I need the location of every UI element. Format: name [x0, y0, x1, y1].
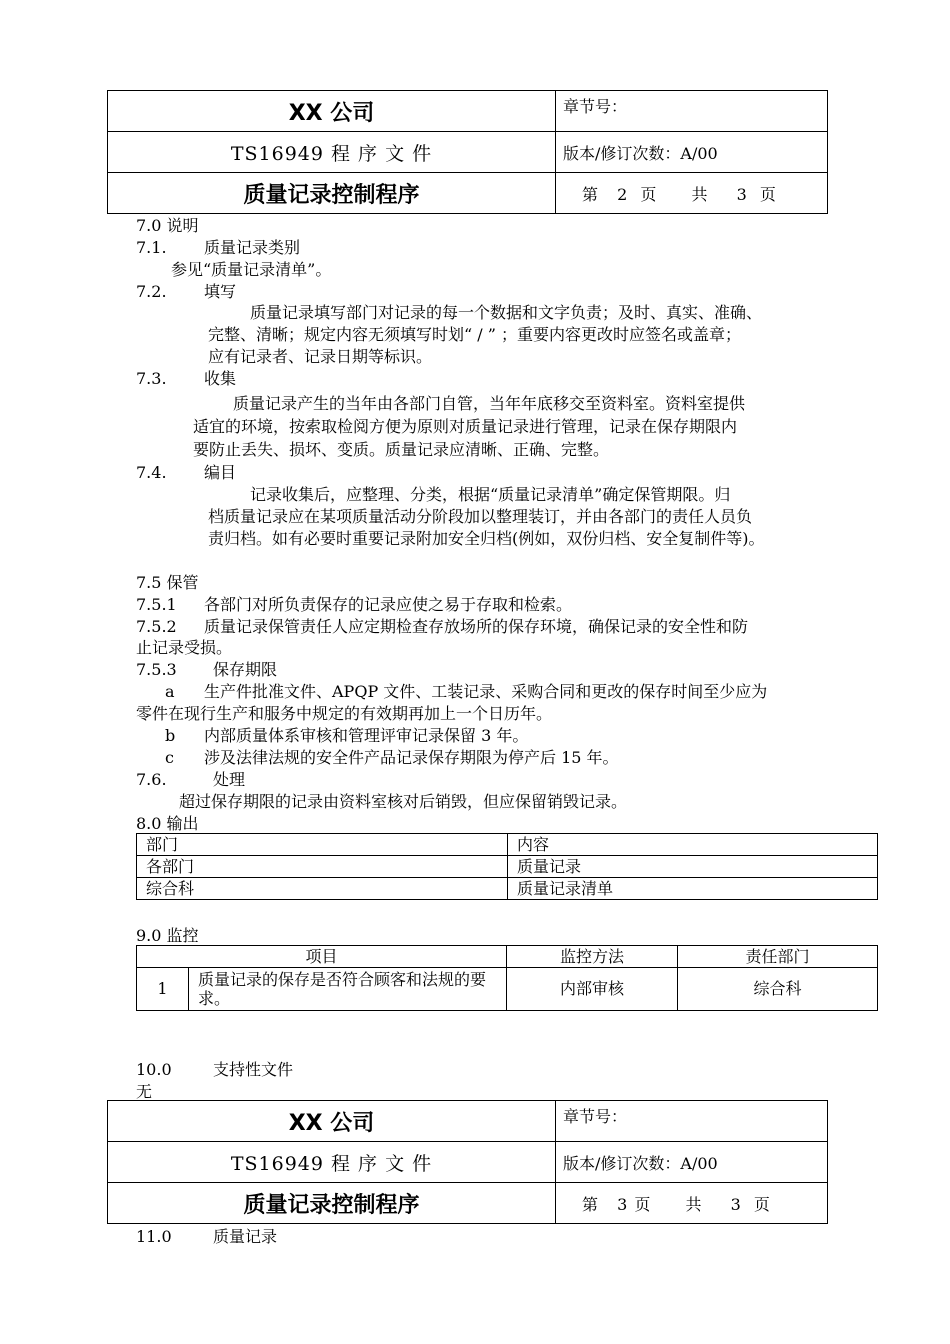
monitor-table — [136, 945, 878, 1011]
section-7-4-line1: 记录收集后，应整理、分类，根据“质量记录清单”确定保管期限。归 — [250, 485, 731, 504]
page-unit: 页 — [640, 184, 657, 204]
section-9-heading: 9.0 监控 — [136, 926, 199, 945]
table-cell: 质量记录的保存是否符合顾客和法规的要求。 — [189, 968, 507, 1011]
item-a-line1: 生产件批准文件、APQP 文件、工装记录、采购合同和更改的保存时间至少应为 — [204, 682, 768, 701]
section-11-number: 11.0 — [136, 1227, 172, 1246]
table-cell: 内部审核 — [507, 968, 678, 1011]
page-indicator — [556, 173, 828, 214]
section-7-2-title: 填写 — [204, 282, 237, 301]
section-8-heading: 8.0 输出 — [136, 814, 199, 833]
section-7-5-2-line2: 止记录受损。 — [136, 638, 233, 657]
section-11-title: 质量记录 — [213, 1227, 278, 1246]
page-prefix: 第 — [582, 1194, 599, 1214]
table-cell: 质量记录 — [508, 856, 878, 878]
section-7-heading: 7.0 说明 — [136, 216, 199, 235]
table-header-cell: 部门 — [137, 834, 508, 856]
section-7-6-number: 7.6. — [136, 770, 167, 789]
table-header-cell: 项目 — [137, 946, 507, 968]
page-prefix: 第 — [582, 184, 599, 204]
table-cell: 质量记录清单 — [508, 878, 878, 900]
section-7-5-2-line1: 质量记录保管责任人应定期检查存放场所的保存环境，确保记录的安全性和防 — [204, 617, 749, 636]
table-header-cell: 内容 — [508, 834, 878, 856]
page-number: 3 — [617, 1194, 628, 1214]
section-7-4-line2: 档质量记录应在某项质量活动分阶段加以整理装订，并由各部门的责任人员负 — [208, 507, 753, 526]
item-a-line2: 零件在现行生产和服务中规定的有效期再加上一个日历年。 — [136, 704, 553, 723]
section-7-6-body: 超过保存期限的记录由资料室核对后销毁，但应保留销毁记录。 — [179, 792, 628, 811]
table-cell: 综合科 — [137, 878, 508, 900]
table-row — [137, 856, 878, 878]
doc-title: 质量记录控制程序 — [108, 173, 556, 214]
section-10-title: 支持性文件 — [213, 1060, 294, 1079]
section-10-number: 10.0 — [136, 1060, 172, 1079]
total-prefix: 共 — [685, 1194, 702, 1214]
section-7-5-3-number: 7.5.3 — [136, 660, 177, 679]
section-7-3-number: 7.3. — [136, 369, 167, 388]
section-7-5-1-number: 7.5.1 — [136, 595, 177, 614]
table-row — [137, 968, 878, 1011]
table-header-row — [137, 946, 878, 968]
section-7-5-2-number: 7.5.2 — [136, 617, 177, 636]
chapter-label: 章节号： — [556, 1101, 828, 1142]
item-b-text: 内部质量体系审核和管理评审记录保留 3 年。 — [204, 726, 529, 745]
document-header-page3 — [107, 1100, 828, 1224]
section-7-5-heading: 7.5 保管 — [136, 573, 199, 592]
company-name: XX 公司 — [108, 1101, 556, 1142]
section-7-3-line1: 质量记录产生的当年由各部门自管，当年年底移交至资料室。资料室提供 — [233, 394, 746, 413]
section-7-6-title: 处理 — [213, 770, 246, 789]
page-unit: 页 — [634, 1194, 651, 1214]
document-header-page2 — [107, 90, 828, 214]
version-label: 版本/修订次数：A/00 — [556, 1142, 828, 1183]
item-c-text: 涉及法律法规的安全件产品记录保存期限为停产后 15 年。 — [204, 748, 619, 767]
total-prefix: 共 — [691, 184, 708, 204]
chapter-label: 章节号： — [556, 91, 828, 132]
section-7-3-title: 收集 — [204, 369, 237, 388]
page-number: 2 — [617, 184, 628, 204]
table-cell: 各部门 — [137, 856, 508, 878]
item-a-label: a — [165, 682, 175, 701]
table-row — [137, 878, 878, 900]
item-b-label: b — [165, 726, 176, 745]
section-7-4-title: 编目 — [204, 463, 237, 482]
total-unit: 页 — [759, 184, 776, 204]
total-number: 3 — [736, 184, 747, 204]
section-7-2-line2: 完整、清晰；规定内容无须填写时划“ / ” ；重要内容更改时应签名或盖章； — [208, 325, 742, 344]
section-7-4-line3: 责归档。如有必要时重要记录附加安全归档(例如，双份归档、安全复制件等)。 — [208, 529, 765, 548]
total-number: 3 — [730, 1194, 741, 1214]
table-header-cell: 监控方法 — [507, 946, 678, 968]
table-cell: 综合科 — [678, 968, 878, 1011]
doc-title: 质量记录控制程序 — [108, 1183, 556, 1224]
section-7-4-number: 7.4. — [136, 463, 167, 482]
table-cell: 1 — [137, 968, 189, 1011]
section-10-body: 无 — [136, 1082, 153, 1101]
table-header-cell: 责任部门 — [678, 946, 878, 968]
doc-type: TS16949 程 序 文 件 — [108, 132, 556, 173]
version-label: 版本/修订次数：A/00 — [556, 132, 828, 173]
section-7-2-number: 7.2. — [136, 282, 167, 301]
section-7-3-line2: 适宜的环境，按索取检阅方便为原则对质量记录进行管理，记录在保存期限内 — [193, 417, 738, 436]
section-7-1-body: 参见“质量记录清单”。 — [171, 260, 332, 279]
section-7-5-1-text: 各部门对所负责保存的记录应使之易于存取和检索。 — [204, 595, 573, 614]
section-7-2-line1: 质量记录填写部门对记录的每一个数据和文字负责；及时、真实、准确、 — [250, 303, 763, 322]
section-7-1-number: 7.1. — [136, 238, 167, 257]
table-header-row — [137, 834, 878, 856]
page-indicator — [556, 1183, 828, 1224]
section-7-3-line3: 要防止丢失、损坏、变质。质量记录应清晰、正确、完整。 — [193, 440, 610, 459]
output-table — [136, 833, 878, 900]
section-7-1-title: 质量记录类别 — [204, 238, 301, 257]
company-name: XX 公司 — [108, 91, 556, 132]
doc-type: TS16949 程 序 文 件 — [108, 1142, 556, 1183]
section-7-5-3-title: 保存期限 — [213, 660, 278, 679]
section-7-2-line3: 应有记录者、记录日期等标识。 — [208, 347, 433, 366]
item-c-label: c — [165, 748, 174, 767]
total-unit: 页 — [753, 1194, 770, 1214]
